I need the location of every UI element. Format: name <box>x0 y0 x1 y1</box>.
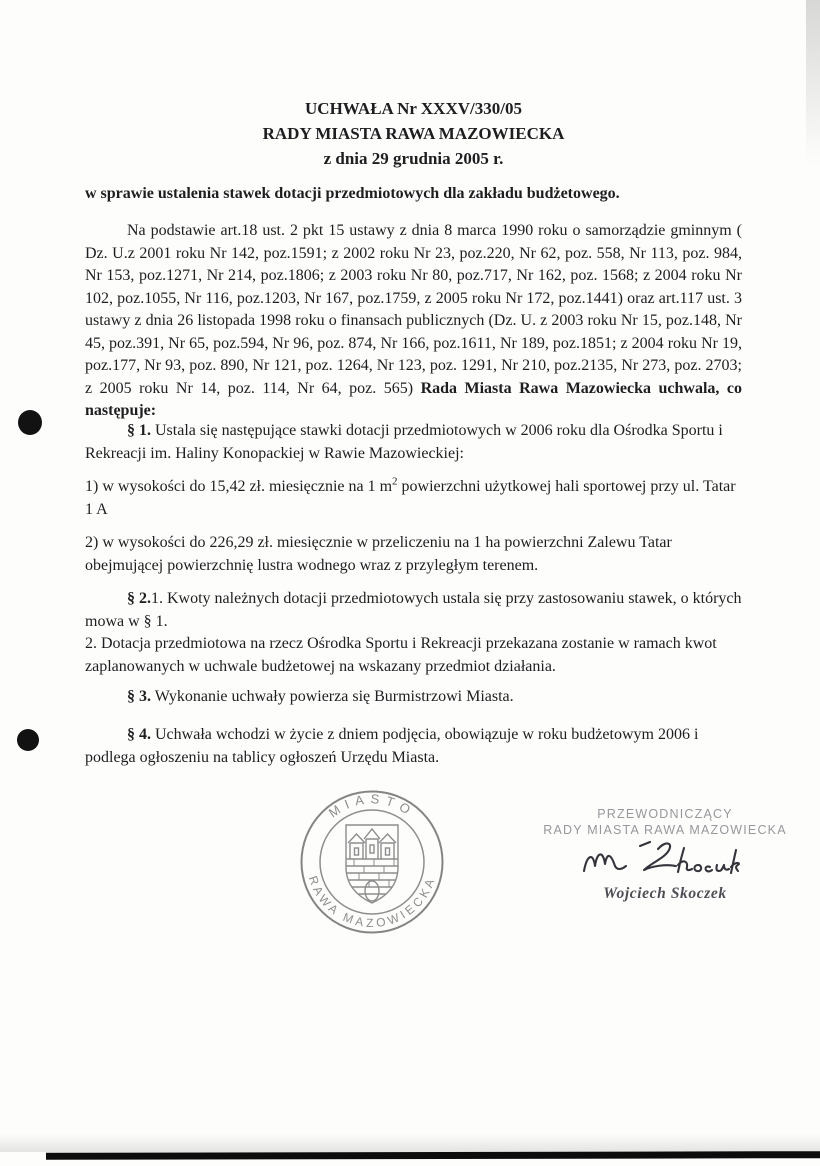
section-3 <box>85 686 742 709</box>
section-3-marker: § 3. <box>127 688 151 705</box>
section-4-marker: § 4. <box>127 726 151 743</box>
city-seal-icon <box>297 787 447 937</box>
svg-text:MIASTO <box>326 791 418 820</box>
section-1 <box>85 420 742 465</box>
section-1-marker: § 1. <box>127 422 151 439</box>
signature-block <box>530 806 800 903</box>
signer-role-line2: RADY MIASTA RAWA MAZOWIECKA <box>543 823 787 837</box>
seal-bottom-text: RAWA MAZOWIECKA <box>305 874 439 931</box>
coat-of-arms-icon <box>346 825 398 903</box>
resolution-clause: Rada Miasta Rawa Mazowiecka uchwala, co następuje: <box>85 379 742 419</box>
city-seal-stamp <box>297 787 447 937</box>
hole-punch-mark-bottom <box>17 729 39 751</box>
handwritten-signature-icon <box>580 839 750 885</box>
section-1-item-2: 2) w wysokości do 226,29 zł. miesięcznie w przeliczeniu na 1 ha powierzchni Zalewu Tatar obejmującej powierzchnię lustra wodnego wraz z przyległym terenem. <box>85 534 672 574</box>
section-2-point-2: 2. Dotacja przedmiotowa na rzecz Ośrodka Sportu i Rekreacji przekazana zostanie w ramach kwot zaplanowanych w uchwale budżetowej na wskazany przedmiot działania. <box>85 635 717 675</box>
item-1-superscript: 2 <box>392 475 398 488</box>
scan-bottom-edge <box>46 1151 820 1160</box>
section-4 <box>85 724 742 769</box>
item-1-text: 1) w wysokości do 15,42 zł. miesięcznie na 1 m <box>85 478 393 495</box>
scan-edge-shading <box>806 0 820 165</box>
section-2 <box>85 588 742 678</box>
preamble-paragraph <box>85 220 742 423</box>
section-4-text: Uchwała wchodzi w życie z dniem podjęcia, obowiązuje w roku budżetowym 2006 i podlega ogłoszeniu na tablicy ogłoszeń Urzędu Miasta. <box>85 726 699 766</box>
section-2-text: Kwoty należnych dotacji przedmiotowych ustala się przy zastosowaniu stawek, o których mowa w § 1. <box>85 590 742 630</box>
section-2-marker-rest: 1. <box>151 590 163 607</box>
title-line-number: UCHWAŁA Nr XXXV/330/05 <box>305 99 522 118</box>
section-2-marker: § 2. <box>127 590 151 607</box>
svg-text:RAWA MAZOWIECKA <box>306 874 438 930</box>
signer-role-line1: PRZEWODNICZĄCY <box>597 807 733 821</box>
section-1-item-1 <box>85 476 742 521</box>
subject-line: w sprawie ustalenia stawek dotacji przedmiotowych dla zakładu budżetowego. <box>85 185 620 202</box>
hole-punch-mark-top <box>18 410 42 435</box>
seal-top-text: MIASTO <box>325 791 419 821</box>
title-line-date: z dnia 29 grudnia 2005 r. <box>323 149 504 168</box>
section-1-text: Ustala się następujące stawki dotacji przedmiotowych w 2006 roku dla Ośrodka Sportu i Rekreacji im. Haliny Konopackiej w Rawie Mazowieckiej: <box>85 422 723 462</box>
legal-basis-text: Na podstawie art.18 ust. 2 pkt 15 ustawy z dnia 8 marca 1990 roku o samorządzie gminnym ( Dz. U.z 2001 roku Nr 142, poz.1591; z 2002 roku Nr 23, poz.220, Nr 62, poz. 558, Nr 113, poz. 984, Nr 153, poz.1271, Nr 214, poz.1806; z 2003 roku Nr 80, poz.717, Nr 162, poz. 1568; z 2004 roku Nr 102, poz.1055, Nr 116, poz.1203, Nr 167, poz.1759, z 2005 roku Nr 172, poz.1441) oraz art.117 ust. 3 ustawy z dnia 26 listopada 1998 roku o finansach publicznych (Dz. U. z 2003 roku Nr 15, poz.148, Nr 45, poz.391, Nr 65, poz.594, Nr 96, poz. 874, Nr 166, poz.1611, Nr 189, poz.1851; z 2004 roku Nr 19, poz.177, Nr 93, poz. 890, Nr 121, poz. 1264, Nr 123, poz. 1291, Nr 210, poz.2135, Nr 273, poz. 2703; z 2005 roku Nr 14, poz. 114, Nr 64, poz. 565) <box>85 222 742 397</box>
scan-bottom-haze <box>0 1134 820 1152</box>
signer-name: Wojciech Skoczek <box>603 885 727 902</box>
item-1-text-continued: powierzchni użytkowej hali sportowej przy ul. Tatar 1 A <box>85 478 736 518</box>
section-3-text: Wykonanie uchwały powierza się Burmistrzowi Miasta. <box>151 688 514 705</box>
title-line-council: RADY MIASTA RAWA MAZOWIECKA <box>262 124 565 143</box>
document-title <box>85 96 742 171</box>
section-2-point-1 <box>85 588 742 633</box>
